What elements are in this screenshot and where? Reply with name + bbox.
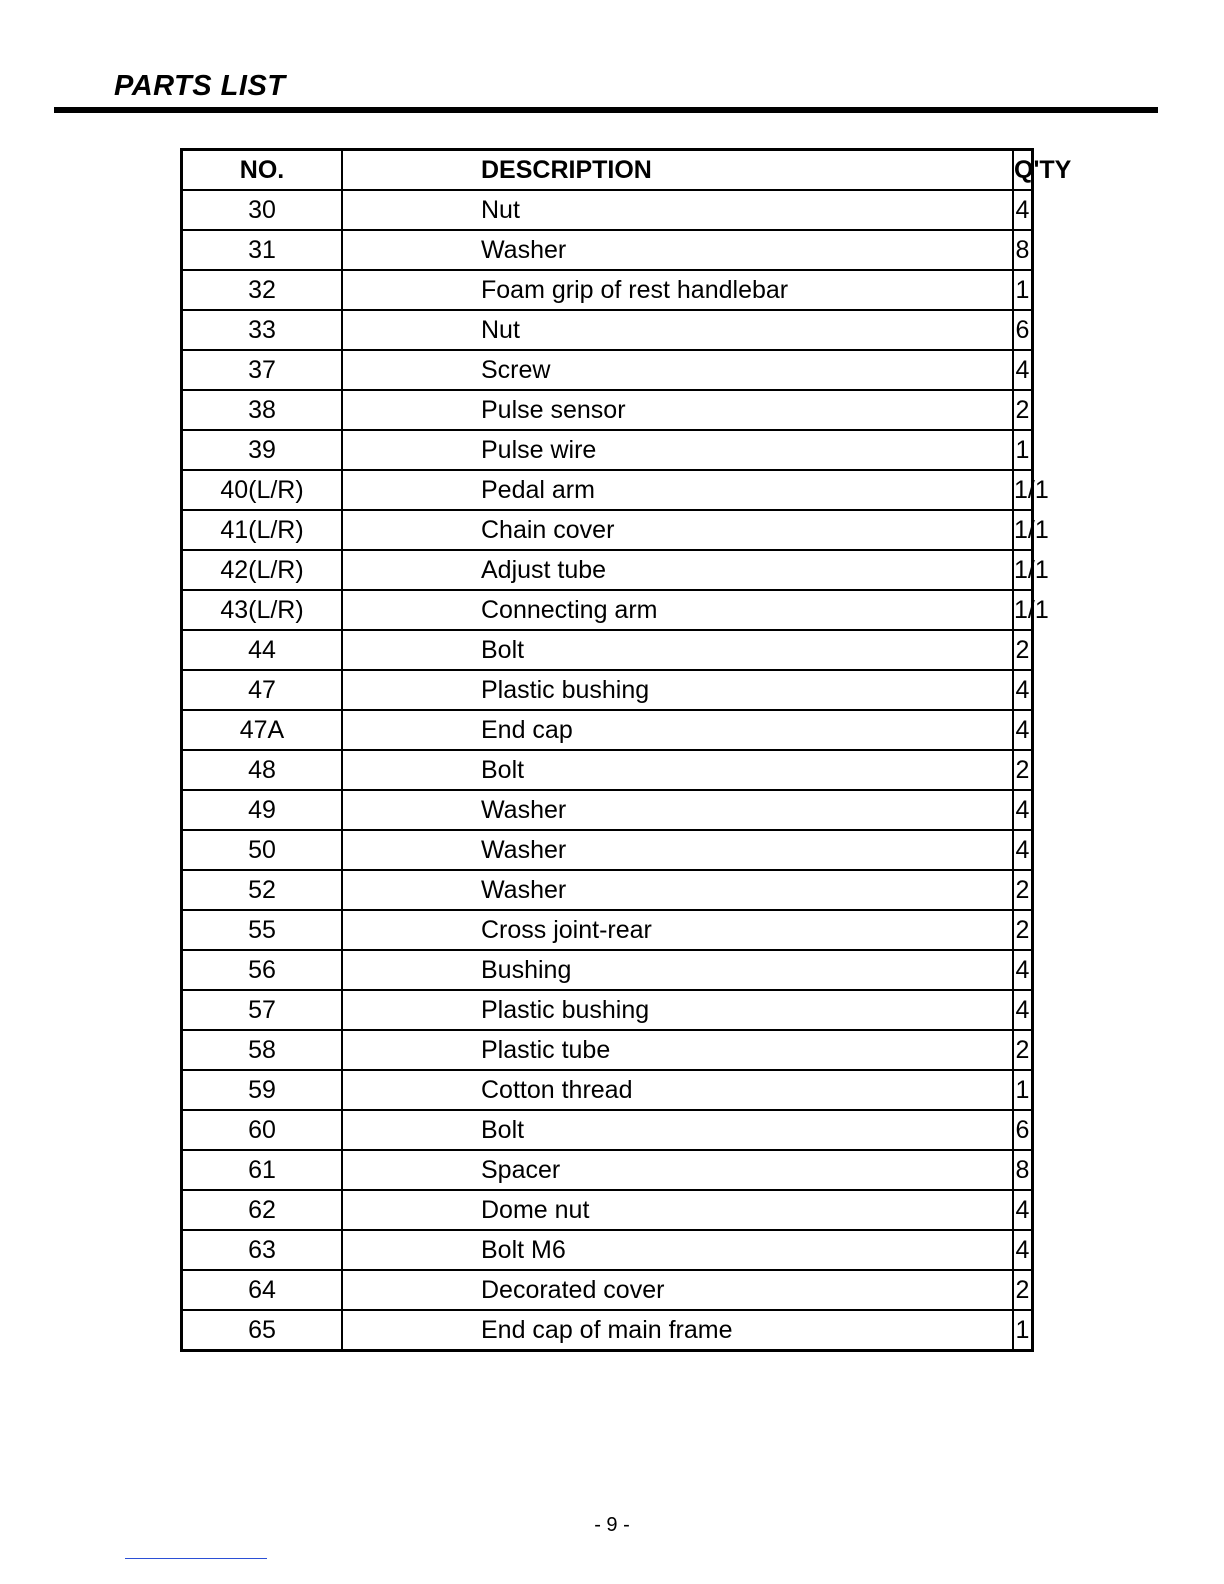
cell-no: 63: [182, 1230, 343, 1270]
cell-qty: 1/1: [1013, 470, 1033, 510]
cell-qty: 4: [1013, 790, 1033, 830]
table-row: [182, 430, 1033, 470]
cell-no: 44: [182, 630, 343, 670]
cell-description: Bushing: [342, 950, 1013, 990]
cell-qty: 4: [1013, 710, 1033, 750]
cell-no: 57: [182, 990, 343, 1030]
cell-qty: 1/1: [1013, 590, 1033, 630]
page-title: PARTS LIST: [114, 70, 286, 102]
table-row: [182, 1030, 1033, 1070]
cell-no: 37: [182, 350, 343, 390]
table-row: [182, 350, 1033, 390]
cell-description: Bolt: [342, 630, 1013, 670]
cell-qty: 4: [1013, 950, 1033, 990]
cell-description: Nut: [342, 190, 1013, 230]
cell-qty: 2: [1013, 1270, 1033, 1310]
cell-no: 59: [182, 1070, 343, 1110]
cell-qty: 4: [1013, 350, 1033, 390]
cell-description: Plastic bushing: [342, 670, 1013, 710]
cell-no: 41(L/R): [182, 510, 343, 550]
cell-description: Washer: [342, 230, 1013, 270]
cell-qty: 4: [1013, 190, 1033, 230]
table-row: [182, 830, 1033, 870]
cell-no: 64: [182, 1270, 343, 1310]
column-header-description: DESCRIPTION: [342, 150, 1013, 191]
cell-qty: 4: [1013, 830, 1033, 870]
table-row: [182, 590, 1033, 630]
table-row: [182, 750, 1033, 790]
cell-description: Chain cover: [342, 510, 1013, 550]
cell-no: 33: [182, 310, 343, 350]
table-row: [182, 1230, 1033, 1270]
cell-no: 60: [182, 1110, 343, 1150]
cell-qty: 1: [1013, 1310, 1033, 1351]
table-row: [182, 550, 1033, 590]
cell-description: Decorated cover: [342, 1270, 1013, 1310]
cell-description: Spacer: [342, 1150, 1013, 1190]
cell-no: 47: [182, 670, 343, 710]
cell-qty: 2: [1013, 630, 1033, 670]
cell-qty: 2: [1013, 750, 1033, 790]
cell-description: Nut: [342, 310, 1013, 350]
table-row: [182, 230, 1033, 270]
cell-qty: 4: [1013, 1230, 1033, 1270]
cell-description: Pulse sensor: [342, 390, 1013, 430]
table-row: [182, 470, 1033, 510]
cell-description: End cap: [342, 710, 1013, 750]
table-row: [182, 1070, 1033, 1110]
cell-description: Connecting arm: [342, 590, 1013, 630]
column-header-no: NO.: [182, 150, 343, 191]
table-row: [182, 910, 1033, 950]
table-row: [182, 310, 1033, 350]
cell-qty: 4: [1013, 990, 1033, 1030]
cell-description: End cap of main frame: [342, 1310, 1013, 1351]
cell-no: 62: [182, 1190, 343, 1230]
cell-qty: 2: [1013, 390, 1033, 430]
title-rule: [54, 107, 1158, 113]
cell-no: 49: [182, 790, 343, 830]
table-row: [182, 510, 1033, 550]
cell-description: Bolt: [342, 750, 1013, 790]
cell-no: 31: [182, 230, 343, 270]
cell-no: 38: [182, 390, 343, 430]
table-header-row: [182, 150, 1033, 191]
cell-description: Dome nut: [342, 1190, 1013, 1230]
cell-qty: 8: [1013, 230, 1033, 270]
table-row: [182, 1150, 1033, 1190]
cell-description: Pulse wire: [342, 430, 1013, 470]
cell-no: 43(L/R): [182, 590, 343, 630]
cell-description: Screw: [342, 350, 1013, 390]
cell-no: 55: [182, 910, 343, 950]
cell-qty: 4: [1013, 1190, 1033, 1230]
cell-qty: 1/1: [1013, 510, 1033, 550]
cell-no: 30: [182, 190, 343, 230]
table-row: [182, 950, 1033, 990]
cell-qty: 1: [1013, 270, 1033, 310]
table-row: [182, 870, 1033, 910]
cell-no: 58: [182, 1030, 343, 1070]
cell-qty: 2: [1013, 870, 1033, 910]
cell-description: Plastic tube: [342, 1030, 1013, 1070]
cell-qty: 2: [1013, 1030, 1033, 1070]
cell-qty: 6: [1013, 1110, 1033, 1150]
parts-table-body: [182, 190, 1049, 1351]
table-row: [182, 1270, 1033, 1310]
page-number: - 9 -: [594, 1514, 630, 1536]
cell-description: Pedal arm: [342, 470, 1013, 510]
column-header-qty: Q'TY: [1013, 150, 1033, 191]
table-row: [182, 670, 1033, 710]
cell-qty: 8: [1013, 1150, 1033, 1190]
cell-qty: 6: [1013, 310, 1033, 350]
cell-qty: 4: [1013, 670, 1033, 710]
table-row: [182, 990, 1033, 1030]
table-row: [182, 1110, 1033, 1150]
cell-qty: 1/1: [1013, 550, 1033, 590]
cell-no: 56: [182, 950, 343, 990]
cell-qty: 1: [1013, 1070, 1033, 1110]
cell-no: 52: [182, 870, 343, 910]
cell-no: 32: [182, 270, 343, 310]
table-row: [182, 790, 1033, 830]
cell-description: Adjust tube: [342, 550, 1013, 590]
cell-description: Washer: [342, 870, 1013, 910]
table-row: [182, 1190, 1033, 1230]
cell-description: Bolt: [342, 1110, 1013, 1150]
cell-description: Washer: [342, 790, 1013, 830]
cell-no: 40(L/R): [182, 470, 343, 510]
cell-qty: 1: [1013, 430, 1033, 470]
cell-description: Bolt M6: [342, 1230, 1013, 1270]
table-row: [182, 1310, 1033, 1351]
cell-description: Plastic bushing: [342, 990, 1013, 1030]
table-row: [182, 630, 1033, 670]
cell-description: Washer: [342, 830, 1013, 870]
cell-no: 65: [182, 1310, 343, 1351]
cell-no: 47A: [182, 710, 343, 750]
table-row: [182, 270, 1033, 310]
cell-no: 61: [182, 1150, 343, 1190]
cell-description: Cotton thread: [342, 1070, 1013, 1110]
cell-no: 39: [182, 430, 343, 470]
cell-no: 48: [182, 750, 343, 790]
cell-qty: 2: [1013, 910, 1033, 950]
cell-no: 50: [182, 830, 343, 870]
cell-description: Foam grip of rest handlebar: [342, 270, 1013, 310]
table-row: [182, 190, 1033, 230]
table-row: [182, 390, 1033, 430]
table-row: [182, 710, 1033, 750]
bottom-line: [125, 1558, 267, 1559]
cell-no: 42(L/R): [182, 550, 343, 590]
parts-table: [180, 148, 1072, 1352]
cell-description: Cross joint-rear: [342, 910, 1013, 950]
